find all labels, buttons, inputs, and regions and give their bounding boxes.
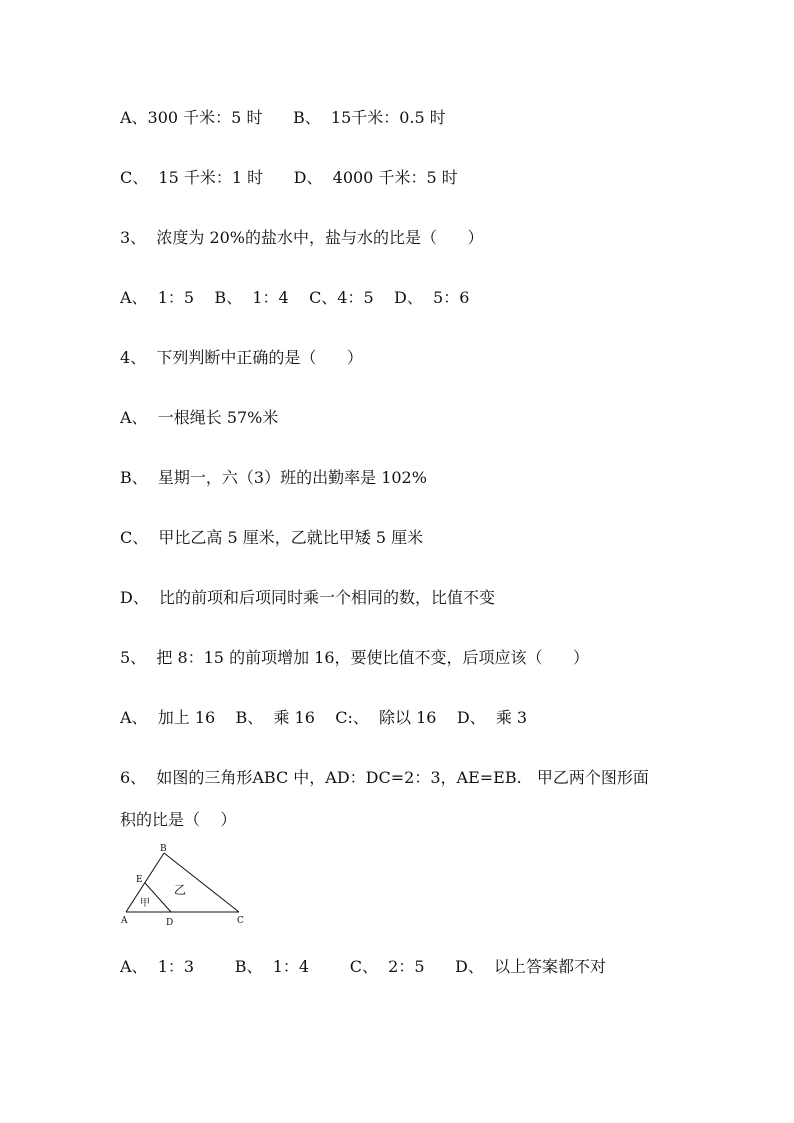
q3-stem: 3、 浓度为 20%的盐水中，盐与水的比是（ ） <box>120 228 484 247</box>
label-a: A <box>121 916 128 926</box>
q6-stem-line2: 积的比是（ ） <box>120 810 237 829</box>
label-e: E <box>136 875 143 885</box>
q5-options: A、 加上 16 B、 乘 16 C:、 除以 16 D、 乘 3 <box>120 708 528 727</box>
label-c: C <box>237 916 244 926</box>
q4-option-b: B、 星期一，六（3）班的出勤率是 102% <box>120 468 427 487</box>
triangle-figure <box>118 840 258 930</box>
q4-option-a: A、 一根绳长 57%米 <box>120 408 279 427</box>
label-b: B <box>160 844 167 854</box>
q5-stem: 5、 把 8：15 的前项增加 16，要使比值不变，后项应该（ ） <box>120 648 590 667</box>
q4-option-c: C、 甲比乙高 5 厘米，乙就比甲矮 5 厘米 <box>120 528 424 547</box>
label-d: D <box>166 918 174 928</box>
label-yi: 乙 <box>174 883 187 897</box>
q6-options: A、 1：3 B、 1：4 C、 2：5 D、 以上答案都不对 <box>120 957 607 976</box>
label-jia: 甲 <box>140 898 150 909</box>
q2-options-ab: A、300 千米：5 时 B、 15千米：0.5 时 <box>120 108 446 127</box>
q3-options: A、 1：5 B、 1：4 C、4：5 D、 5：6 <box>120 288 470 307</box>
q4-option-d: D、 比的前项和后项同时乘一个相同的数，比值不变 <box>120 588 496 607</box>
q4-stem: 4、 下列判断中正确的是（ ） <box>120 348 363 367</box>
q6-stem-line1: 6、 如图的三角形ABC 中，AD：DC=2：3，AE=EB. 甲乙两个图形面 <box>120 768 649 787</box>
q2-options-cd: C、 15 千米：1 时 D、 4000 千米：5 时 <box>120 168 458 187</box>
